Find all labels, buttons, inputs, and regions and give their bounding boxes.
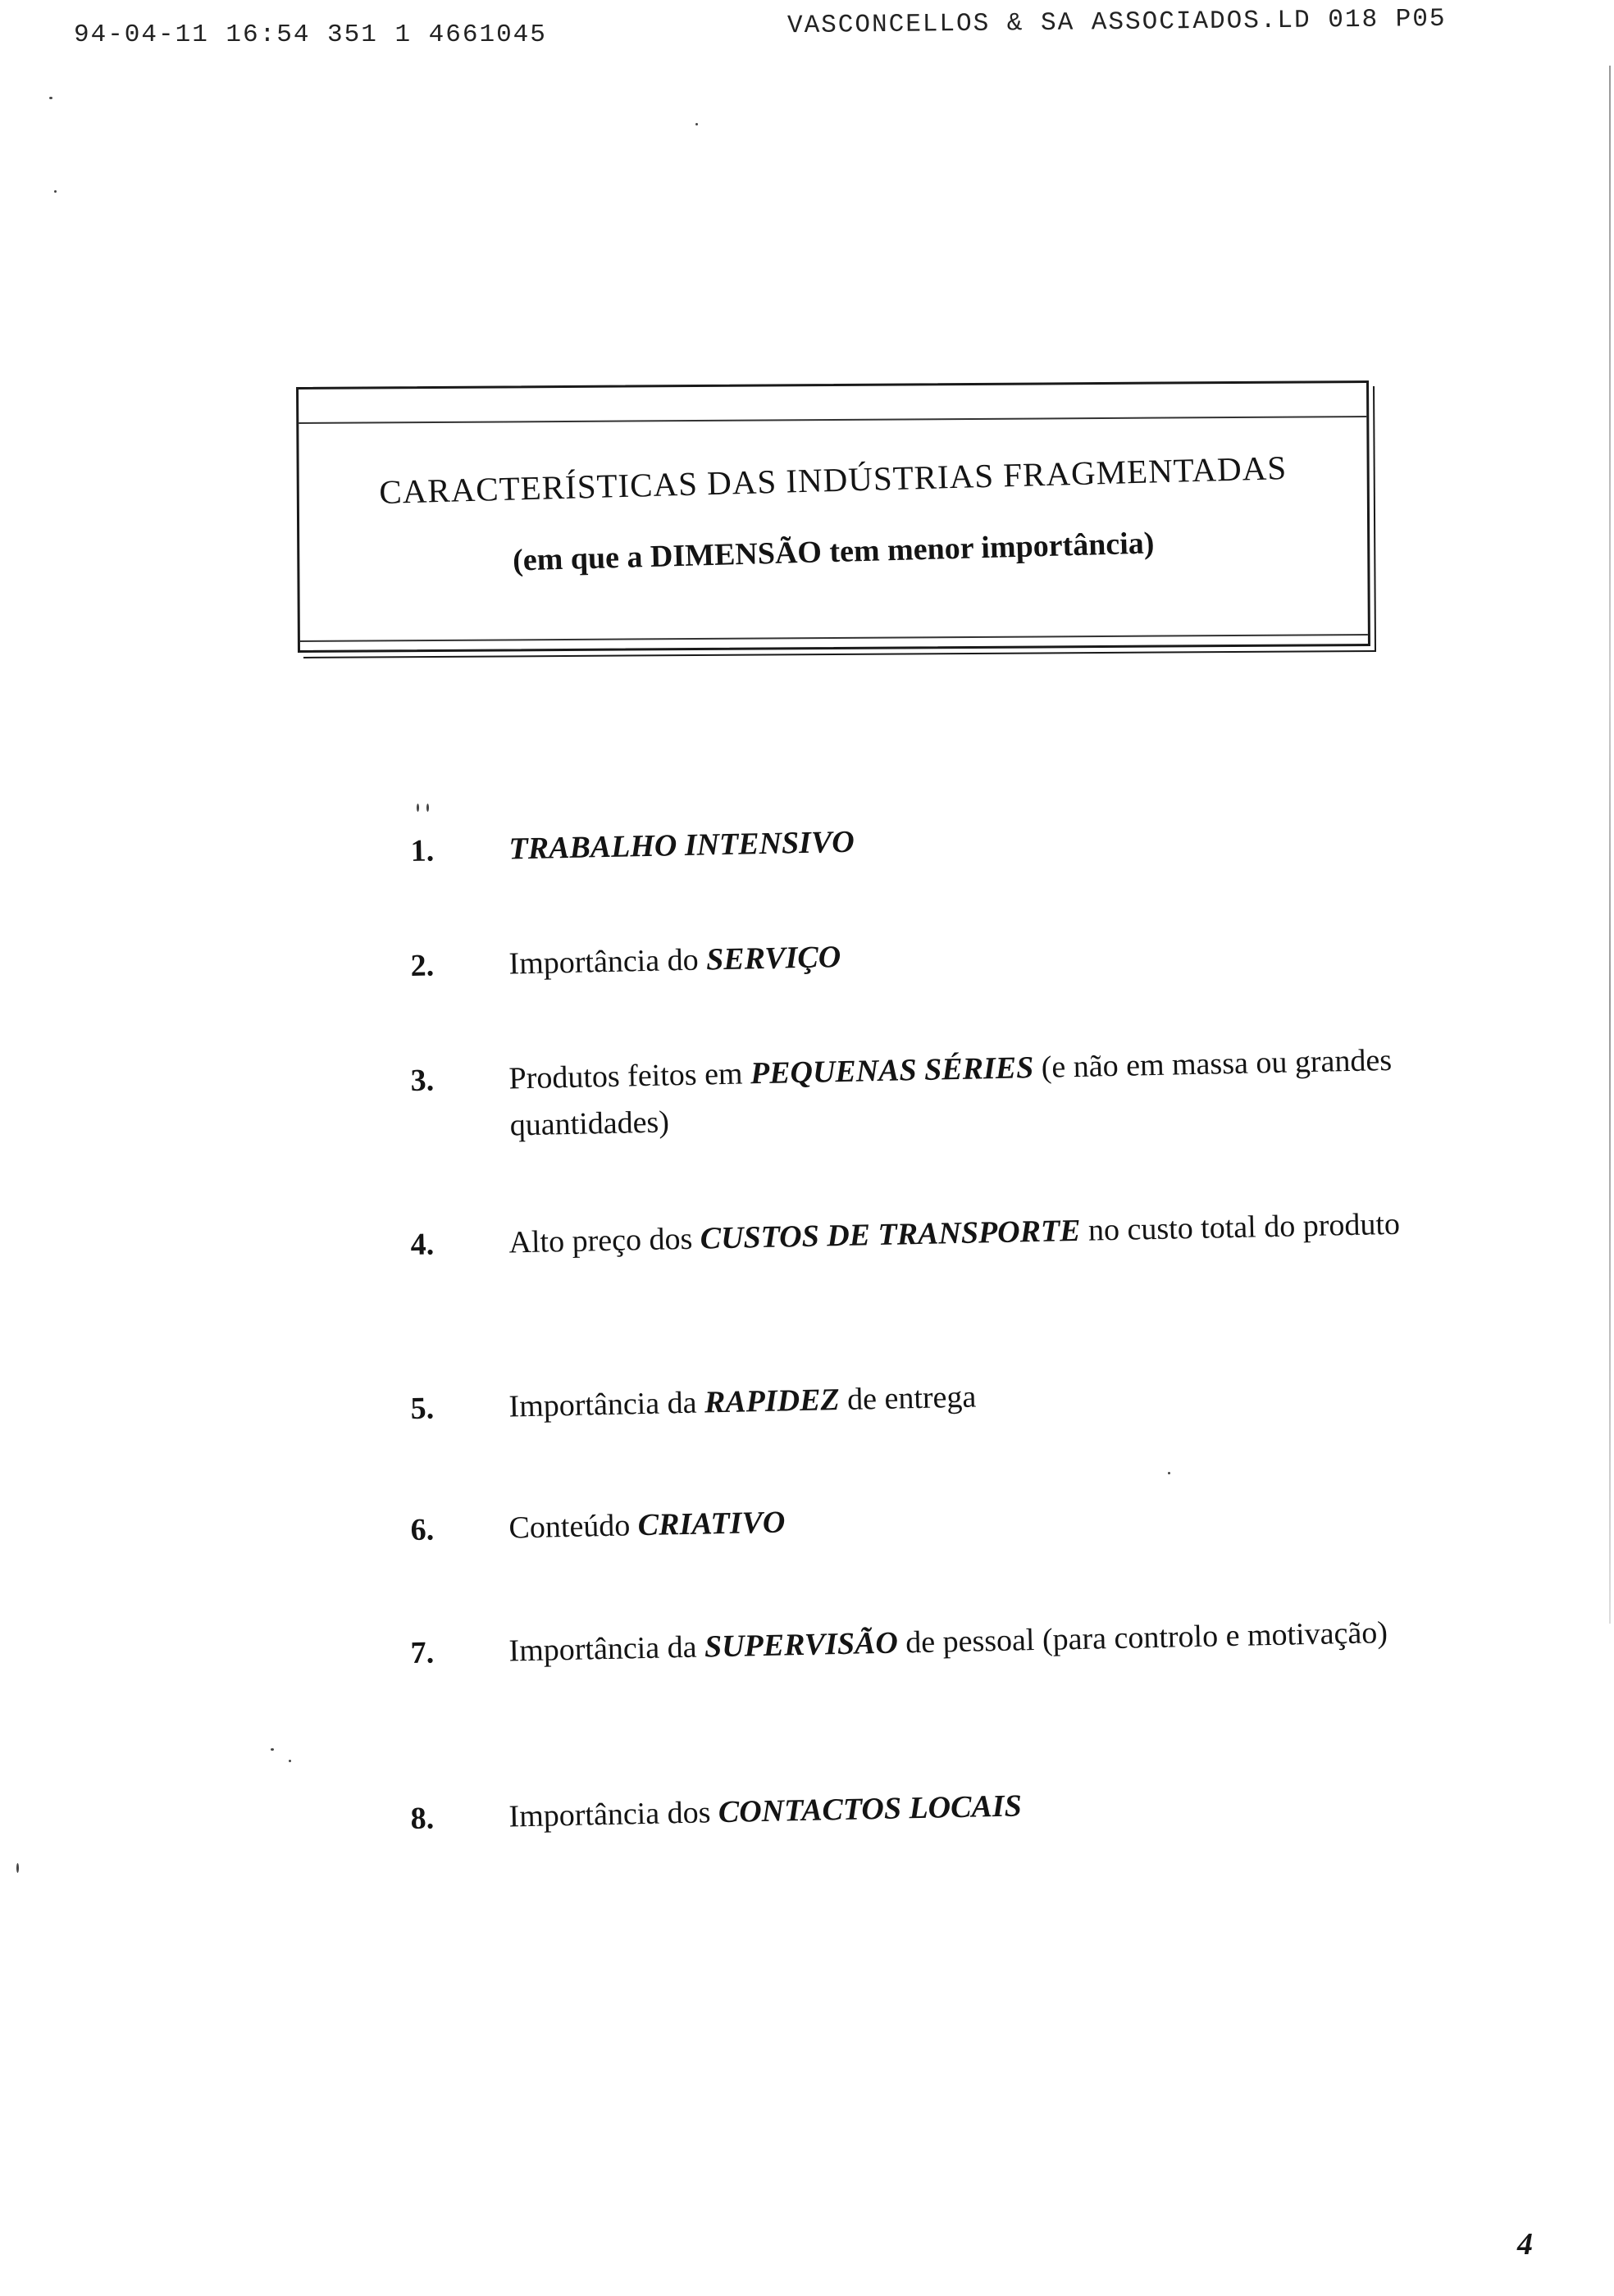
list-item bbox=[410, 1036, 1420, 1151]
list-item bbox=[410, 1364, 1420, 1433]
title-box bbox=[296, 380, 1370, 653]
page-subtitle: (em que a DIMENSÃO tem menor importância) bbox=[512, 526, 1155, 578]
scan-speck bbox=[426, 804, 429, 812]
list-item bbox=[410, 1200, 1420, 1269]
item-number: 3. bbox=[410, 1063, 435, 1098]
item-number: 4. bbox=[410, 1227, 435, 1262]
scan-speck bbox=[695, 123, 698, 125]
list-item bbox=[410, 807, 1420, 875]
item-text: Importância do bbox=[508, 942, 707, 982]
item-text: Importância da bbox=[508, 1385, 705, 1424]
item-number: 2. bbox=[410, 948, 435, 983]
item-emphasis: CONTACTOS LOCAIS bbox=[718, 1788, 1023, 1830]
item-text: no custo total do produto bbox=[1080, 1206, 1401, 1248]
item-emphasis: RAPIDEZ bbox=[704, 1383, 841, 1420]
item-text: Importância da bbox=[508, 1629, 705, 1669]
fax-transmission-info: 94-04-11 16:54 351 1 4661045 bbox=[74, 20, 547, 49]
scan-speck bbox=[49, 97, 52, 99]
scan-speck bbox=[54, 190, 57, 193]
list-item bbox=[410, 1609, 1420, 1677]
item-emphasis: SUPERVISÃO bbox=[704, 1625, 899, 1665]
item-number: 7. bbox=[410, 1635, 435, 1670]
fax-sender-info: VASCONCELLOS & SA ASSOCIADOS.LD 018 P05 bbox=[786, 4, 1447, 41]
item-text: Produtos feitos em bbox=[508, 1056, 751, 1096]
scan-speck bbox=[417, 804, 419, 812]
item-emphasis: CRIATIVO bbox=[637, 1505, 786, 1543]
item-number: 8. bbox=[410, 1801, 435, 1836]
item-text: de entrega bbox=[839, 1379, 977, 1418]
item-text: (e não em massa ou grandes quantidades) bbox=[509, 1042, 1393, 1143]
list-item bbox=[410, 1774, 1420, 1843]
scan-edge-line bbox=[1609, 66, 1611, 1624]
scan-speck bbox=[1168, 1472, 1170, 1474]
scan-speck bbox=[289, 1760, 291, 1762]
item-emphasis: CUSTOS DE TRANSPORTE bbox=[700, 1213, 1081, 1256]
page-title: CARACTERÍSTICAS DAS INDÚSTRIAS FRAGMENTADAS bbox=[378, 449, 1288, 511]
list-item bbox=[410, 1486, 1420, 1554]
item-text: de pessoal (para controlo e motivação) bbox=[897, 1615, 1388, 1660]
fax-header bbox=[74, 4, 1550, 57]
item-number: 1. bbox=[410, 833, 435, 868]
item-emphasis: TRABALHO INTENSIVO bbox=[508, 824, 855, 867]
page-number: 4 bbox=[1517, 2227, 1533, 2262]
scan-speck bbox=[16, 1863, 19, 1873]
item-emphasis: PEQUENAS SÉRIES bbox=[750, 1050, 1034, 1091]
scan-speck bbox=[271, 1748, 274, 1751]
item-number: 5. bbox=[410, 1391, 435, 1426]
item-emphasis: SERVIÇO bbox=[705, 940, 841, 977]
item-number: 6. bbox=[410, 1512, 435, 1547]
item-text: Conteúdo bbox=[508, 1508, 639, 1546]
item-text: Importância dos bbox=[508, 1795, 719, 1834]
item-text: Alto preço dos bbox=[508, 1221, 701, 1260]
list-item bbox=[410, 922, 1420, 990]
